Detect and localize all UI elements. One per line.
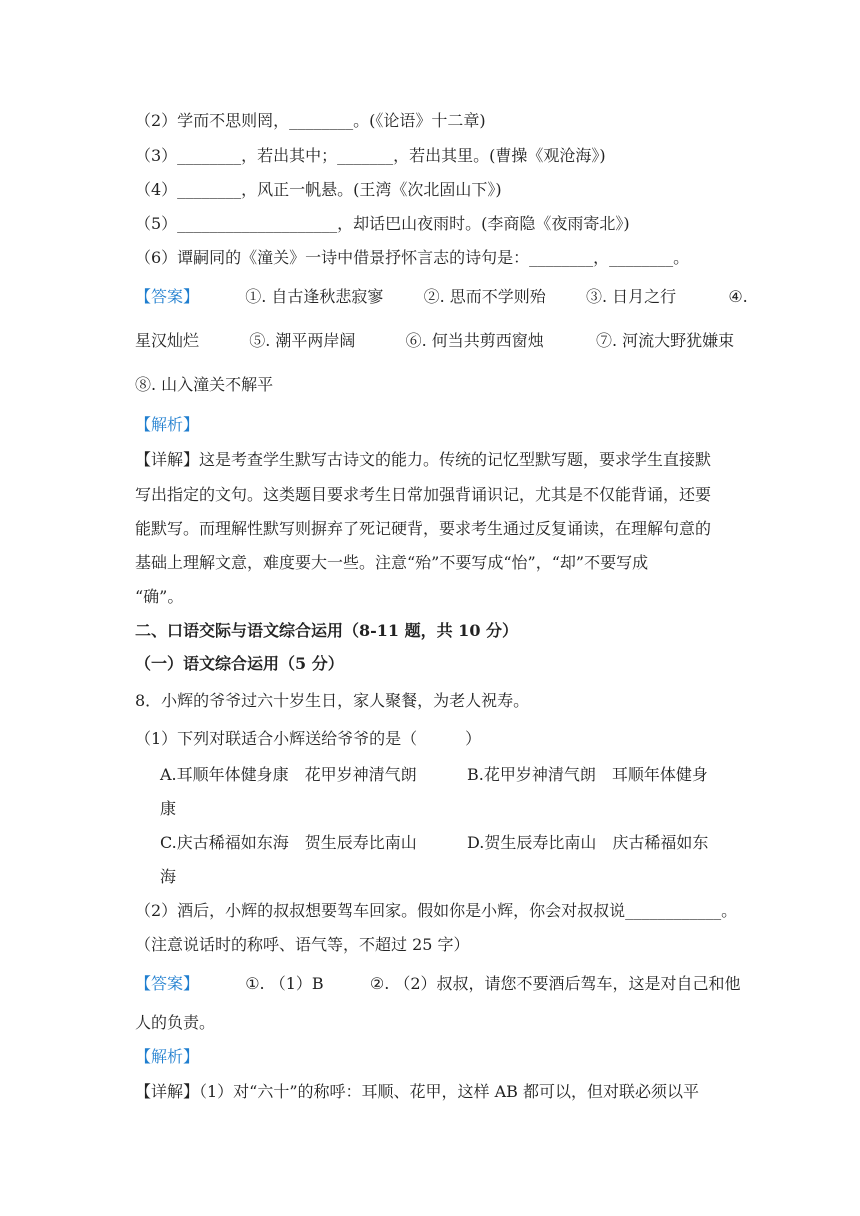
option-d-continued: 海 bbox=[160, 867, 177, 886]
q7-item-6: （6）谭嗣同的《潼关》一诗中借景抒怀言志的诗句是：________，________。 bbox=[135, 248, 690, 267]
answer-7-line-1 bbox=[135, 286, 748, 308]
answer-tag: 【答案】 bbox=[135, 974, 200, 993]
q7-item-3: （3）________，若出其中；_______，若出其里。(曹操《观沧海》) bbox=[135, 146, 606, 165]
question-8-sub2-note: （注意说话时的称呼、语气等，不超过 25 字） bbox=[135, 935, 470, 954]
q7-item-5: （5）____________________，却话巴山夜雨时。(李商隐《夜雨寄北》) bbox=[135, 214, 630, 233]
section-title: 二、口语交际与语文综合运用（8-11 题，共 10 分） bbox=[135, 621, 519, 640]
question-8-sub2: （2）酒后，小辉的叔叔想要驾车回家。假如你是小辉，你会对叔叔说____________。 bbox=[135, 901, 738, 920]
answer-8-line-2: 人的负责。 bbox=[135, 1013, 216, 1032]
option-d: D.贺生辰寿比南山 庆古稀福如东 bbox=[467, 833, 709, 852]
option-b-continued: 康 bbox=[160, 799, 177, 818]
option-a: A.耳顺年体健身康 花甲岁神清气朗 bbox=[160, 765, 417, 784]
analysis-tag: 【解析】 bbox=[135, 415, 200, 434]
answer-8-line-1 bbox=[135, 973, 741, 995]
answer-part: ②. （2）叔叔，请您不要酒后驾车，这是对自己和他 bbox=[369, 974, 741, 993]
answer-part: ③. 日月之行 bbox=[585, 287, 677, 306]
q7-item-4: （4）________，风正一帆悬。(王湾《次北固山下》) bbox=[135, 180, 502, 199]
answer-7-line-2 bbox=[135, 330, 734, 352]
question-8-stem: 8．小辉的爷爷过六十岁生日，家人聚餐，为老人祝寿。 bbox=[135, 691, 530, 710]
answer-7-line-3: ⑧. 山入潼关不解平 bbox=[135, 375, 274, 394]
answer-part: ⑥. 何当共剪西窗烛 bbox=[405, 331, 544, 350]
answer-part: ②. 思而不学则殆 bbox=[423, 287, 546, 306]
option-b: B.花甲岁神清气朗 耳顺年体健身 bbox=[467, 765, 708, 784]
analysis-line: “确”。 bbox=[135, 587, 184, 606]
answer-part: 星汉灿烂 bbox=[135, 331, 200, 350]
answer-part: ①. （1）B bbox=[245, 974, 324, 993]
section-subtitle: （一）语文综合运用（5 分） bbox=[135, 654, 344, 673]
question-8-sub1: （1）下列对联适合小辉送给爷爷的是（ ） bbox=[135, 729, 482, 748]
answer-part: ⑦. 河流大野犹嫌束 bbox=[595, 331, 735, 350]
answer-tag: 【答案】 bbox=[135, 287, 200, 306]
answer-part: ④. bbox=[728, 287, 748, 306]
answer-part: ①. 自古逢秋悲寂寥 bbox=[245, 287, 384, 306]
answer-part: ⑤. 潮平两岸阔 bbox=[249, 331, 356, 350]
q7-item-2: （2）学而不思则罔，________。(《论语》十二章) bbox=[135, 111, 486, 130]
analysis-line: 基础上理解文意，难度要大一些。注意“殆”不要写成“怡”，“却”不要写成 bbox=[135, 553, 649, 572]
analysis-line: 【详解】这是考查学生默写古诗文的能力。传统的记忆型默写题，要求学生直接默 bbox=[135, 450, 712, 469]
analysis-line: 【详解】（1）对“六十”的称呼：耳顺、花甲，这样 AB 都可以，但对联必须以平 bbox=[135, 1082, 700, 1101]
analysis-line: 能默写。而理解性默写则摒弃了死记硬背，要求考生通过反复诵读，在理解句意的 bbox=[135, 519, 712, 538]
analysis-line: 写出指定的文句。这类题目要求考生日常加强背诵识记，尤其是不仅能背诵，还要 bbox=[135, 485, 712, 504]
analysis-tag: 【解析】 bbox=[135, 1047, 200, 1066]
option-c: C.庆古稀福如东海 贺生辰寿比南山 bbox=[160, 833, 417, 852]
